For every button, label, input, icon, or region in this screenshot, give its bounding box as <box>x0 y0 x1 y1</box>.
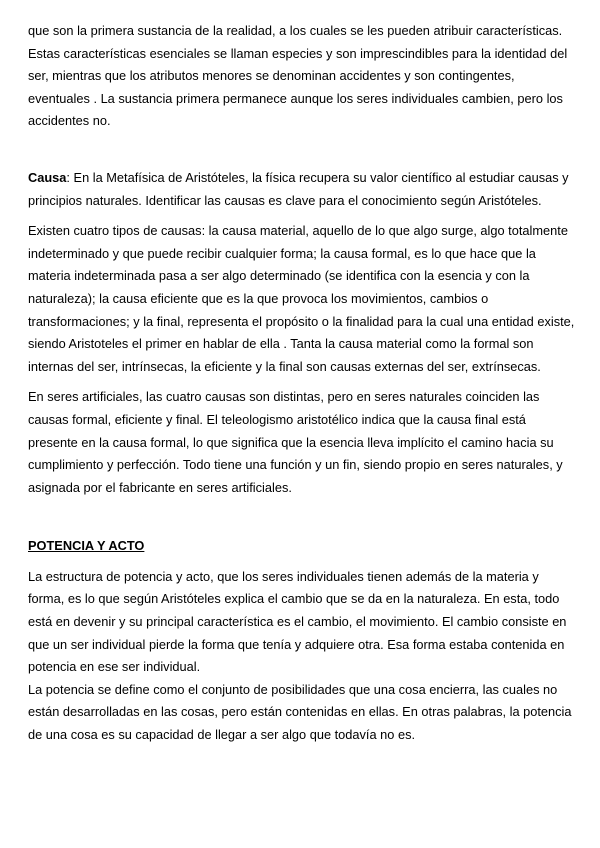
causa-definition: : En la Metafísica de Aristóteles, la física recupera su valor científico al estudiar causas y principios naturales. Identificar las causas es clave para el conocimiento según Aristóteles. <box>28 169 569 208</box>
paragraph-causa <box>28 167 578 212</box>
spacer <box>28 378 578 386</box>
paragraph-tipos-causas: Existen cuatro tipos de causas: la causa material, aquello de lo que algo surge, algo totalmente indeterminado y que puede recibir cualquier forma; la causa formal, es lo que hace que la materia indeterminada pasa a ser algo determinado (se identifica con la esencia y con la naturaleza); la causa eficiente que es la que provoca los movimientos, cambios o transformaciones; y la final, representa el propósito o la finalidad para la cual una entidad existe, siendo Aristoteles el primer en hablar de ella . Tanta la causa material como la formal son internas del ser, intrínsecas, la eficiente y la final son causas externas del ser, extrínsecas. <box>28 223 575 374</box>
spacer <box>28 212 578 220</box>
spacer <box>28 499 578 535</box>
paragraph-estructura-potencia: La estructura de potencia y acto, que los seres individuales tienen además de la materia y forma, es lo que según Aristóteles explica el cambio que se da en la naturaleza. En esta, todo está en devenir y su principal característica es el cambio, el movimiento. El cambio consiste en que un ser individual pierde la forma que tenía y adquiere otra. Esa forma estaba contenida en potencia en ese ser individual. <box>28 568 567 675</box>
document-page <box>28 20 578 747</box>
paragraph-sustancia: que son la primera sustancia de la realidad, a los cuales se les pueden atribuir características. Estas características esenciales se llaman especies y son imprescindibles para la identidad del ser, mientras que los atributos menores se denominan accidentes y son contingentes, eventuales . La sustancia primera permanece aunque los seres individuales cambien, pero los accidentes no. <box>28 23 568 129</box>
spacer <box>28 558 578 566</box>
spacer <box>28 133 578 167</box>
term-causa: Causa <box>28 169 67 185</box>
paragraph-definicion-potencia: La potencia se define como el conjunto de posibilidades que una cosa encierra, las cuales no están desarrolladas en las cosas, pero están contenidas en ellas. En otras palabras, la potencia de una cosa es su capacidad de llegar a ser algo que todavía no es. <box>28 681 572 743</box>
paragraph-seres-artificiales: En seres artificiales, las cuatro causas son distintas, pero en seres naturales coinciden las causas formal, eficiente y final. El teleologismo aristotélico indica que la causa final está presente en la causa formal, lo que significa que la esencia lleva implícito el camino hacia su cumplimiento y perfección. Todo tiene una función y un fin, siendo propio en seres naturales, y asignada por el fabricante en seres artificiales. <box>28 389 563 495</box>
section-heading-potencia-acto: POTENCIA Y ACTO <box>28 538 145 554</box>
